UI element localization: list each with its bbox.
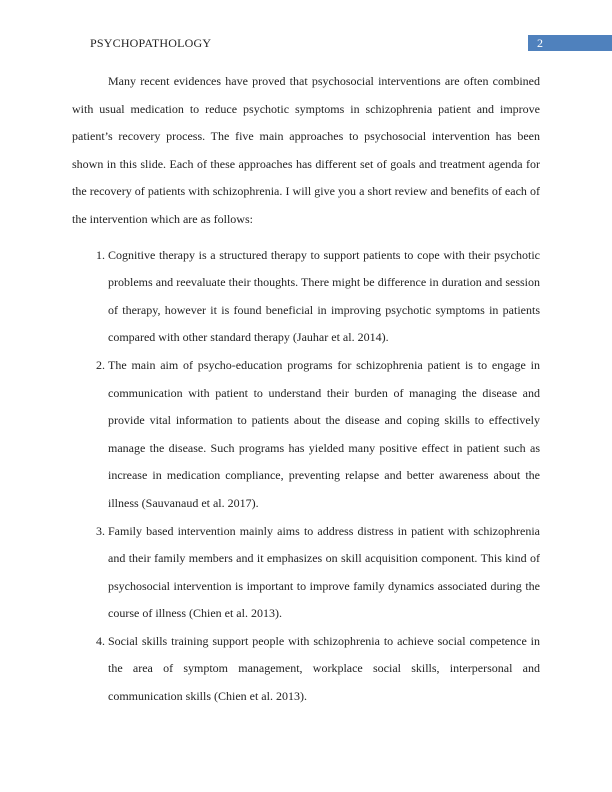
list-item: 4. Social skills training support people with schizophrenia to achieve social competence in the area of symptom management, workplace social skills, interpersonal and communication skills (Chien et al. 2013). [108,628,540,711]
list-item: 3. Family based intervention mainly aims to address distress in patient with schizophrenia and their family members and it emphasizes on skill acquisition component. This kind of psychosocial intervention is important to improve family dynamics associated during the course of illness (Chien et al. 2013). [108,518,540,628]
document-body [72,68,540,711]
page-number: 2 [528,35,612,51]
intervention-list [72,242,540,711]
header-title: PSYCHOPATHOLOGY [90,36,212,50]
list-item: 2. The main aim of psycho-education programs for schizophrenia patient is to engage in communication with patient to understand their burden of managing the disease and provide vital information to patients about the disease and coping skills to effectively manage the disease. Such programs has yielded many positive effect in patient such as increase in medication compliance, preventing relapse and better awareness about the illness (Sauvanaud et al. 2017). [108,352,540,518]
list-item: 1. Cognitive therapy is a structured therapy to support patients to cope with their psychotic problems and reevaluate their thoughts. There might be difference in duration and session of therapy, however it is found beneficial in improving psychotic symptoms in patients compared with other standard therapy (Jauhar et al. 2014). [108,242,540,352]
intro-paragraph: Many recent evidences have proved that psychosocial interventions are often combined with usual medication to reduce psychotic symptoms in schizophrenia patient and improve patient’s recovery process. The five main approaches to psychosocial intervention has been shown in this slide. Each of these approaches has different set of goals and treatment agenda for the recovery of patients with schizophrenia. I will give you a short review and benefits of each of the intervention which are as follows: [72,74,540,226]
